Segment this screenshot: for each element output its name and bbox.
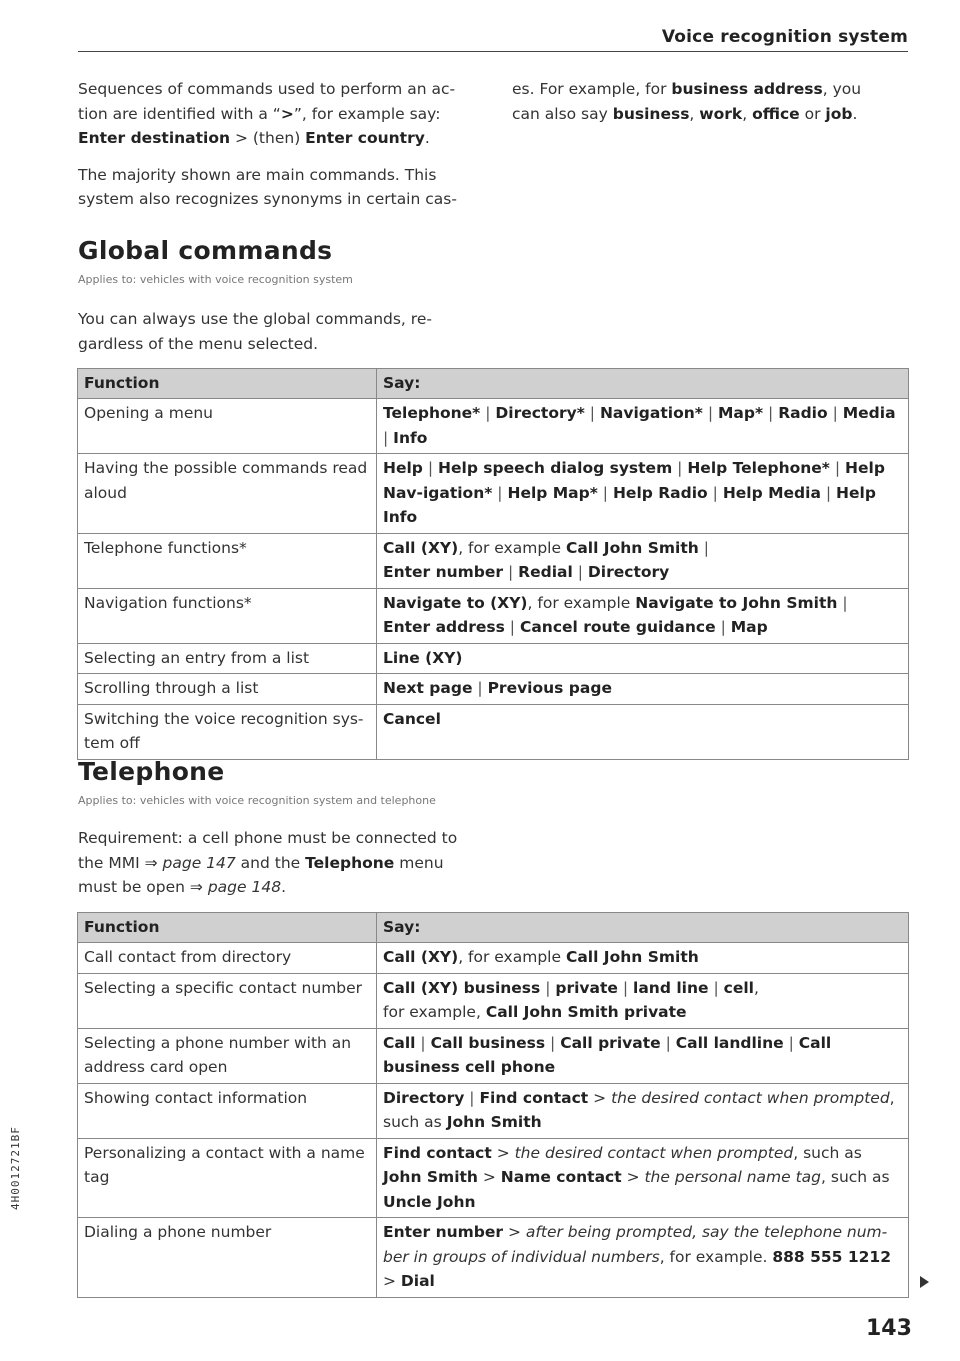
intro-right-column [512,77,892,138]
say-cell: Find contact > the desired contact when prompted, such as John Smith > Name contact > the personal name tag, such as Uncle John [377,1138,909,1218]
say-cell: Cancel [377,704,909,759]
table-row [78,643,909,674]
document-code: 4H0012721BF [9,1126,22,1210]
page-number: 143 [866,1316,912,1341]
table-row [78,588,909,643]
continue-arrow-icon [920,1276,929,1288]
table-row [78,1218,909,1298]
function-cell: Telephone functions* [78,533,377,588]
function-cell: Personalizing a contact with a name tag [78,1138,377,1218]
function-cell: Selecting a specific contact number [78,973,377,1028]
function-cell: Showing contact information [78,1083,377,1138]
intro-paragraph-2: The majority shown are main commands. This system also recognizes synonyms in certain cas- [78,165,457,208]
table-row [78,674,909,705]
synonym-paragraph: es. For example, for business address, you can also say business, work, office or job. [512,80,862,123]
function-cell: Selecting an entry from a list [78,643,377,674]
page-reference-link[interactable]: ⇒ page 148 [189,878,282,896]
table-row [78,1083,909,1138]
intro-paragraph-1: Sequences of commands used to perform an ac-tion are identified with a “>”, for example say: Enter destination > (then) Enter country. [78,80,456,147]
table-row [78,943,909,974]
function-cell: Opening a menu [78,399,377,454]
table-row [78,973,909,1028]
table-row [78,1138,909,1218]
table-row [78,399,909,454]
table-row [78,704,909,759]
say-cell: Directory | Find contact > the desired contact when prompted, such as John Smith [377,1083,909,1138]
column-header-function: Function [78,913,377,943]
global-commands-table [77,368,909,760]
table-header-row [78,913,909,943]
running-header [78,28,908,52]
say-cell: Telephone* | Directory* | Navigation* | Map* | Radio | Media | Info [377,399,909,454]
say-cell: Help | Help speech dialog system | Help Telephone* | Help Nav-igation* | Help Map* | Help Radio | Help Media | Help Info [377,454,909,534]
say-cell: Call | Call business | Call private | Call landline | Call business cell phone [377,1028,909,1083]
telephone-applies-note: Applies to: vehicles with voice recognition system and telephone [78,794,436,807]
global-intro-text: You can always use the global commands, re-gardless of the menu selected. [78,310,432,353]
column-header-say: Say: [377,369,909,399]
telephone-requirement: Requirement: a cell phone must be connected to the MMI ⇒ page 147 and the Telephone menu must be open ⇒ page 148. [78,829,458,896]
table-row [78,533,909,588]
say-cell: Call (XY), for example Call John Smith | Enter number | Redial | Directory [377,533,909,588]
global-commands-heading: Global commands [78,236,333,265]
function-cell: Selecting a phone number with an address card open [78,1028,377,1083]
function-cell: Navigation functions* [78,588,377,643]
say-cell: Call (XY) business | private | land line | cell, for example, Call John Smith private [377,973,909,1028]
section-title: Voice recognition system [661,27,908,47]
function-cell: Call contact from directory [78,943,377,974]
function-cell: Scrolling through a list [78,674,377,705]
column-header-function: Function [78,369,377,399]
table-row [78,454,909,534]
table-header-row [78,369,909,399]
telephone-commands-table [77,912,909,1298]
function-cell: Switching the voice recognition sys-tem off [78,704,377,759]
function-cell: Having the possible commands read aloud [78,454,377,534]
telephone-heading: Telephone [78,757,225,786]
intro-left-column [78,77,478,224]
page-reference-link[interactable]: ⇒ page 147 [144,853,236,872]
say-cell: Line (XY) [377,643,909,674]
say-cell: Next page | Previous page [377,674,909,705]
say-cell: Enter number > after being prompted, say the telephone num-ber in groups of individual numbers, for example. 888 555 1212 > Dial [377,1218,909,1298]
function-cell: Dialing a phone number [78,1218,377,1298]
global-applies-note: Applies to: vehicles with voice recognition system [78,273,353,286]
say-cell: Navigate to (XY), for example Navigate to John Smith | Enter address | Cancel route guidance | Map [377,588,909,643]
say-cell: Call (XY), for example Call John Smith [377,943,909,974]
column-header-say: Say: [377,913,909,943]
table-row [78,1028,909,1083]
